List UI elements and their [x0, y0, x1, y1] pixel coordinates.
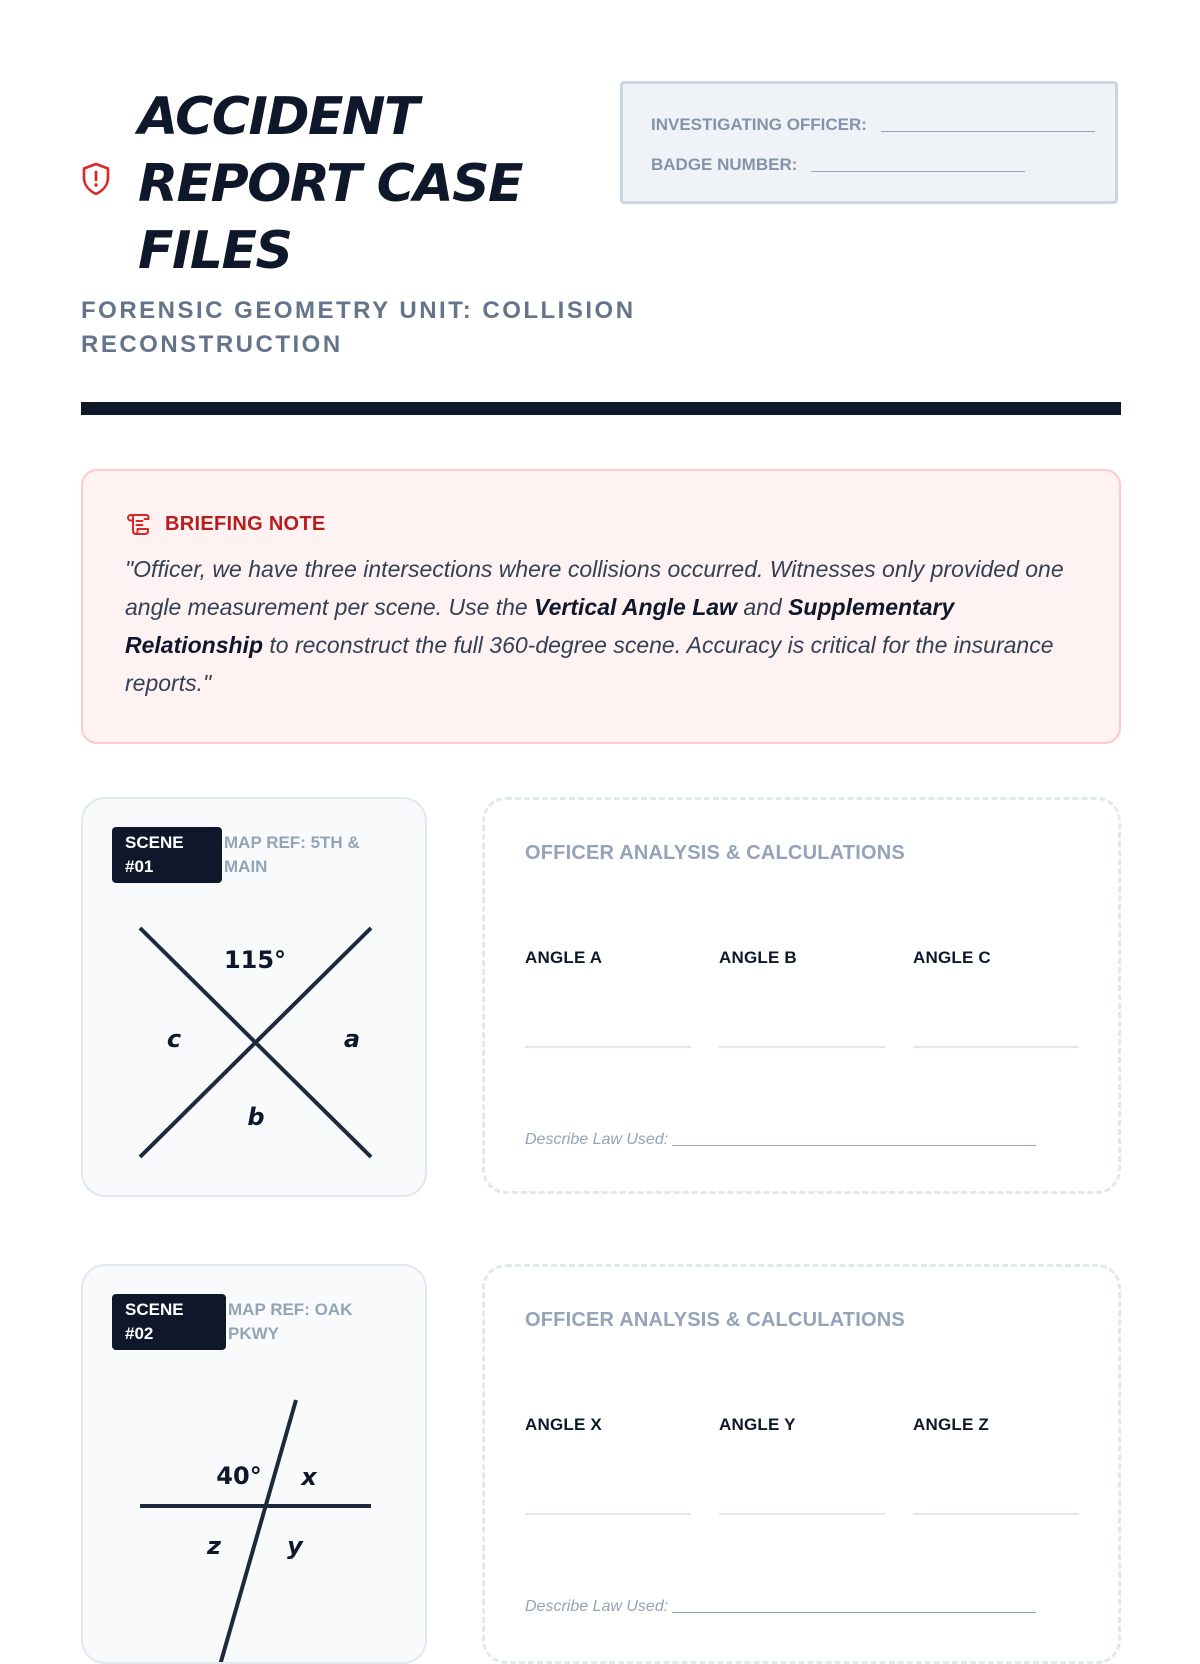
given-angle-label: 40°	[216, 1462, 262, 1490]
angle-var-c: c	[166, 1025, 182, 1053]
angle-z-field	[913, 1415, 1079, 1435]
angle-c-field	[913, 948, 1079, 968]
angle-a-field	[525, 948, 691, 968]
briefing-title: BRIEFING NOTE	[165, 512, 326, 535]
briefing-text-part: and	[736, 594, 789, 620]
map-ref: MAP REF: 5TH & MAIN	[224, 833, 360, 876]
angle-label: ANGLE Z	[913, 1415, 990, 1434]
scene-card	[81, 797, 427, 1197]
law-answer-line[interactable]	[672, 1612, 1036, 1613]
angle-var-z: z	[207, 1532, 221, 1560]
briefing-header	[125, 511, 326, 537]
badge-number-field[interactable]	[811, 171, 1025, 172]
angle-var-y: y	[287, 1532, 303, 1560]
answer-line[interactable]	[719, 1513, 885, 1515]
analysis-title: OFFICER ANALYSIS & CALCULATIONS	[525, 1309, 905, 1331]
officer-name-field[interactable]	[881, 131, 1095, 132]
supplementary-relationship-term: Supplementary Relationship	[125, 594, 955, 658]
angle-label: ANGLE B	[719, 948, 797, 967]
law-answer-line[interactable]	[672, 1145, 1036, 1146]
scene-badge: SCENE #01	[112, 827, 222, 883]
answer-line[interactable]	[525, 1513, 691, 1515]
page-subtitle: FORENSIC GEOMETRY UNIT: COLLISION RECONSTRUCTION	[81, 297, 636, 358]
officer-row	[651, 115, 1095, 135]
answer-line[interactable]	[913, 1046, 1079, 1048]
angle-var-b: b	[247, 1103, 265, 1131]
briefing-text	[125, 550, 1085, 702]
law-used-row	[525, 1131, 1036, 1149]
briefing-note	[81, 469, 1121, 744]
scene-card	[81, 1264, 427, 1664]
scroll-icon	[125, 511, 151, 537]
badge-row	[651, 155, 1025, 175]
vertical-angle-law-term: Vertical Angle Law	[534, 594, 737, 620]
angle-label: ANGLE X	[525, 1415, 602, 1434]
analysis-card	[482, 797, 1121, 1194]
angle-b-field	[719, 948, 885, 968]
scene-badge: SCENE #02	[112, 1294, 226, 1350]
map-ref: MAP REF: OAK PKWY	[228, 1300, 353, 1343]
officer-info-box	[620, 81, 1118, 204]
law-used-row	[525, 1598, 1036, 1616]
angle-x-field	[525, 1415, 691, 1435]
angle-label: ANGLE C	[913, 948, 991, 967]
angle-var-a: a	[343, 1025, 361, 1053]
analysis-title: OFFICER ANALYSIS & CALCULATIONS	[525, 842, 905, 864]
angle-var-x: x	[301, 1463, 317, 1491]
angle-label: ANGLE Y	[719, 1415, 796, 1434]
answer-line[interactable]	[913, 1513, 1079, 1515]
angle-y-field	[719, 1415, 885, 1435]
analysis-card	[482, 1264, 1121, 1664]
officer-label: INVESTIGATING OFFICER:	[651, 115, 867, 134]
law-label: Describe Law Used:	[525, 1598, 669, 1615]
given-angle-label: 115°	[223, 946, 287, 974]
page-title: ACCIDENT REPORT CASE FILES	[138, 87, 523, 281]
badge-label: BADGE NUMBER:	[651, 155, 798, 174]
shield-alert-icon	[81, 162, 111, 196]
angle-label: ANGLE A	[525, 948, 603, 967]
answer-line[interactable]	[719, 1046, 885, 1048]
answer-line[interactable]	[525, 1046, 691, 1048]
briefing-text-part: to reconstruct the full 360-degree scene. Accuracy is critical for the insurance reports."	[125, 632, 1054, 696]
law-label: Describe Law Used:	[525, 1131, 669, 1148]
header-divider	[81, 402, 1121, 415]
briefing-text-part: "Officer, we have three intersections where collisions occurred. Witnesses only provided one angle measurement per scene. Use the	[125, 556, 1064, 620]
road-line	[214, 1400, 296, 1664]
